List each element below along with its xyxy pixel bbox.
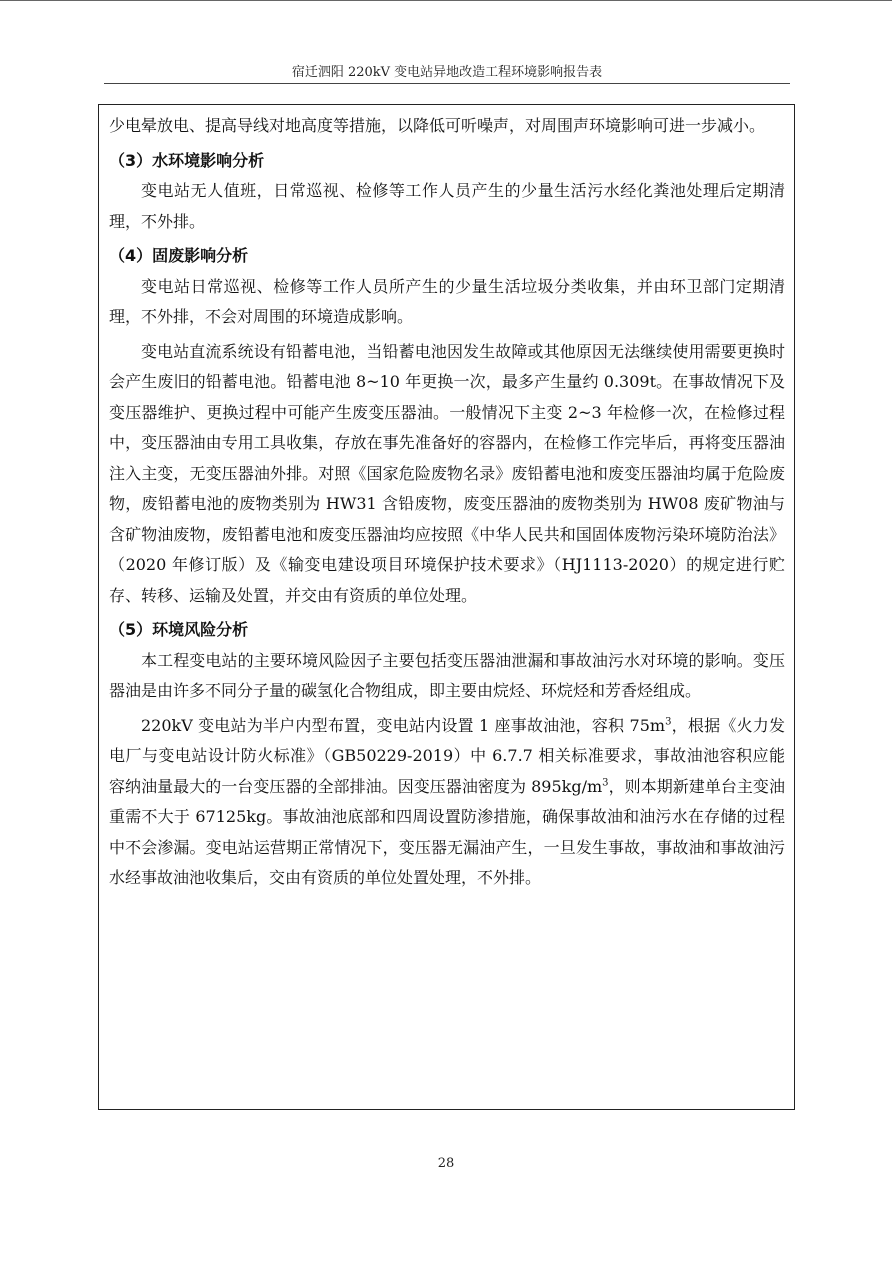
paragraph-noise-continuation: 少电晕放电、提高导线对地高度等措施，以降低可听噪声，对周围声环境影响可进一步减小。: [109, 116, 766, 135]
superscript-cubed-2: 3: [602, 777, 609, 789]
page-top-border: [0, 0, 892, 1]
superscript-cubed-1: 3: [665, 716, 672, 728]
paragraph-solid-waste-1: 变电站日常巡视、检修等工作人员所产生的少量生活垃圾分类收集，并由环卫部门定期清理，不外排，不会对周围的环境造成影响。: [109, 276, 785, 326]
paragraph-solid-waste-2: 变电站直流系统设有铅蓄电池，当铅蓄电池因发生故障或其他原因无法继续使用需要更换时会产生废旧的铅蓄电池。铅蓄电池 8~10 年更换一次，最多产生量约 0.309t。在事故情况下及变压器维护、更换过程中可能产生废变压器油。一般情况下主变 2~3 年检修一次，在检修过程中，变压器油由专用工具收集，存放在事先准备好的容器内，在检修工作完毕后，再将变压器油注入主变，无变压器油外排。对照《国家危险废物名录》废铅蓄电池和废变压器油均属于危险废物，废铅蓄电池的废物类别为 HW31 含铅废物，废变压器油的废物类别为 HW08 废矿物油与含矿物油废物，废铅蓄电池和废变压器油均应按照《中华人民共和国固体废物污染环境防治法》（2020 年修订版）及《输变电建设项目环境保护技术要求》（HJ1113-2020）的规定进行贮存、转移、运输及处置，并交由有资质的单位处理。: [109, 341, 785, 605]
section-heading-risk: （5）环境风险分析: [109, 620, 249, 639]
risk-text-part-1: 220kV 变电站为半户内型布置，变电站内设置 1 座事故油池，容积 75m: [141, 715, 666, 735]
content-frame: [98, 104, 795, 1110]
page-number: 28: [437, 1156, 455, 1171]
section-heading-water: （3）水环境影响分析: [109, 150, 265, 170]
paragraph-risk-1: 本工程变电站的主要环境风险因子主要包括变压器油泄漏和事故油污水对环境的影响。变压器油是由许多不同分子量的碳氢化合物组成，即主要由烷烃、环烷烃和芳香烃组成。: [109, 650, 785, 700]
section-heading-solid-waste: （4）固废影响分析: [109, 246, 249, 265]
content-body: [109, 111, 785, 898]
risk-text-part-3: ，则本期新建单台主变油重需不大于 67125kg。事故油池底部和四周设置防渗措施，确保事故油和油污水在存储的过程中不会渗漏。变电站运营期正常情况下，变压器无漏油产生，一旦发生事故，事故油和事故油污水经事故油池收集后，交由有资质的单位处置处理，不外排。: [109, 776, 785, 887]
paragraph-risk-2: [109, 711, 785, 894]
paragraph-water: 变电站无人值班，日常巡视、检修等工作人员产生的少量生活污水经化粪池处理后定期清理，不外排。: [109, 181, 785, 231]
header-rule: [104, 83, 790, 84]
risk-text-part-2: ，根据《火力发电厂与变电站设计防火标准》（GB50229-2019）中 6.7.7 相关标准要求，事故油池容积应能容纳油量最大的一台变压器的全部排油。因变压器油密度为 895kg/m: [109, 715, 785, 796]
document-header-title: 宿迁泗阳 220kV 变电站异地改造工程环境影响报告表: [291, 65, 603, 80]
